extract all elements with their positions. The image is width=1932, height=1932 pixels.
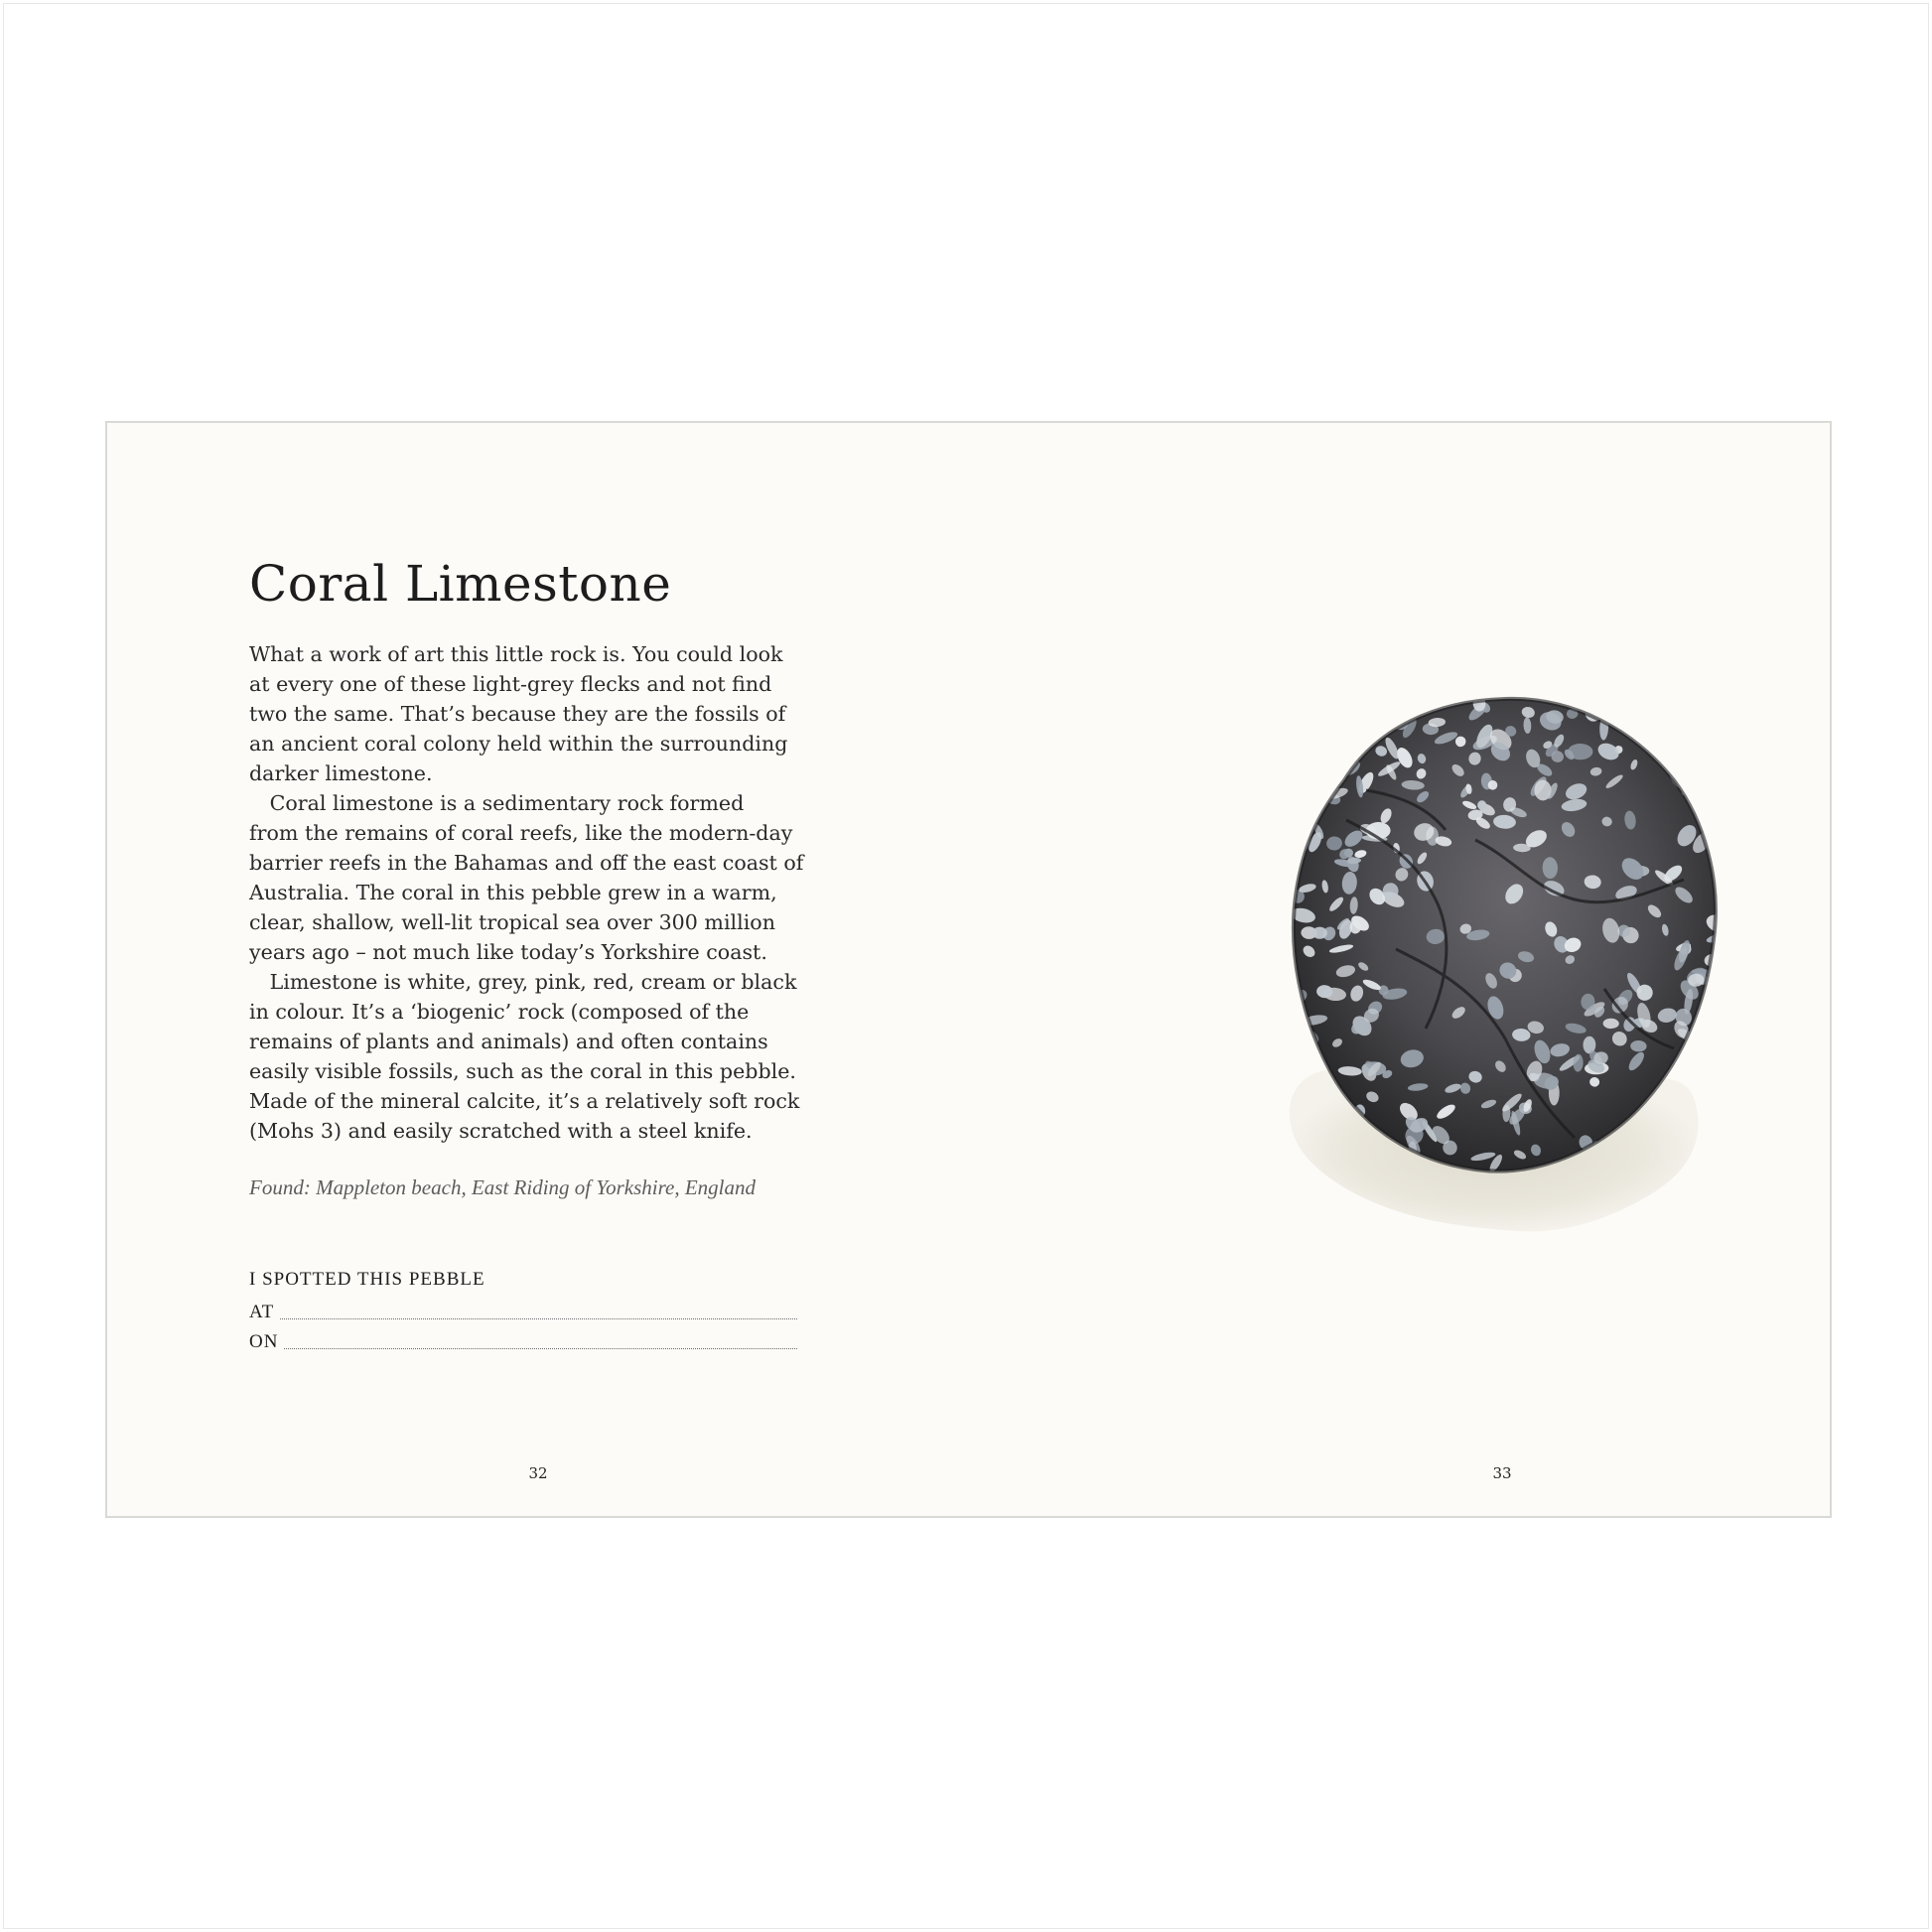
coral-fleck: [1701, 1090, 1712, 1102]
image-frame: [3, 3, 1929, 1929]
coral-fleck: [1643, 713, 1660, 729]
coral-fleck: [1327, 770, 1341, 784]
coral-fleck: [1399, 691, 1422, 717]
body-line: at every one of these light-grey flecks and not find: [249, 672, 772, 696]
coral-fleck: [1311, 712, 1331, 734]
body-line: years ago – not much like today’s Yorkshire coast.: [249, 940, 767, 964]
coral-fleck: [1320, 700, 1343, 722]
coral-fleck: [1680, 703, 1709, 730]
body-line: What a work of art this little rock is. You could look: [249, 642, 783, 666]
spotted-form: [249, 1265, 797, 1354]
body-line: two the same. That’s because they are the fossils of: [249, 702, 786, 726]
coral-fleck: [1686, 1071, 1710, 1086]
coral-fleck: [1315, 719, 1334, 738]
coral-fleck: [1667, 734, 1679, 746]
page-number-left: 32: [528, 1464, 548, 1482]
coral-fleck: [1326, 767, 1340, 786]
coral-fleck: [1697, 764, 1713, 780]
coral-fleck: [1711, 1078, 1729, 1097]
coral-fleck: [1700, 1075, 1714, 1089]
coral-fleck: [1693, 731, 1719, 756]
coral-fleck: [1312, 927, 1327, 939]
coral-fleck: [1290, 753, 1306, 770]
coral-fleck: [1626, 706, 1644, 718]
coral-fleck: [1695, 1072, 1709, 1085]
page-title: Coral Limestone: [249, 555, 672, 613]
coral-fleck: [1665, 735, 1677, 749]
coral-fleck: [1341, 694, 1366, 721]
body-line: clear, shallow, well-lit tropical sea over 300 million: [249, 910, 775, 934]
coral-fleck: [1696, 1099, 1717, 1117]
body-line: darker limestone.: [249, 761, 433, 785]
spotted-heading: I SPOTTED THIS PEBBLE: [249, 1269, 485, 1290]
coral-fleck: [1710, 1048, 1725, 1064]
coral-fleck: [1334, 702, 1352, 727]
body-line: an ancient coral colony held within the surrounding: [249, 732, 788, 756]
coral-fleck: [1713, 1021, 1725, 1041]
body-line: Australia. The coral in this pebble grew in a warm,: [249, 881, 777, 904]
body-line: (Mohs 3) and easily scratched with a steel knife.: [249, 1119, 753, 1143]
coral-fleck: [1609, 703, 1627, 722]
coral-fleck: [1673, 759, 1692, 779]
pebble-svg: [1277, 691, 1743, 1247]
spotted-on-row: [249, 1324, 797, 1354]
coral-fleck: [1301, 718, 1315, 741]
spotted-at-label: AT: [249, 1302, 275, 1322]
body-line: in colour. It’s a ‘biogenic’ rock (composed of the: [249, 1000, 750, 1024]
body-line: easily visible fossils, such as the coral in this pebble.: [249, 1059, 796, 1083]
body-line: Coral limestone is a sedimentary rock formed: [249, 791, 745, 815]
coral-fleck: [1328, 695, 1345, 707]
coral-fleck: [1355, 701, 1382, 729]
body-line: Made of the mineral calcite, it’s a relatively soft rock: [249, 1089, 800, 1113]
coral-fleck: [1635, 717, 1650, 739]
body-line: from the remains of coral reefs, like the modern-day: [249, 821, 793, 845]
body-line: barrier reefs in the Bahamas and off the east coast of: [249, 851, 804, 875]
spotted-at-row: [249, 1295, 797, 1324]
coral-fleck: [1662, 746, 1687, 763]
body-line: remains of plants and animals) and often contains: [249, 1030, 768, 1053]
coral-fleck: [1627, 720, 1641, 730]
found-location: Found: Mappleton beach, East Riding of Yorkshire, England: [249, 1175, 756, 1199]
spotted-at-line: [280, 1318, 797, 1319]
body-line: Limestone is white, grey, pink, red, cream or black: [249, 970, 797, 994]
coral-fleck: [1697, 800, 1708, 816]
coral-fleck: [1290, 793, 1307, 820]
coral-fleck: [1691, 737, 1707, 750]
body-text: [249, 639, 805, 1146]
coral-fleck: [1296, 788, 1305, 795]
coral-fleck: [1295, 769, 1315, 789]
pebble-illustration: [1277, 691, 1743, 1247]
right-page: [969, 423, 1832, 1516]
coral-fleck: [1318, 768, 1334, 783]
page-number-right: 33: [1492, 1464, 1512, 1482]
coral-fleck: [1321, 703, 1348, 719]
spotted-on-label: ON: [249, 1331, 279, 1352]
coral-fleck: [1568, 744, 1592, 759]
coral-fleck: [1665, 718, 1686, 728]
coral-fleck: [1357, 712, 1387, 738]
coral-fleck: [1325, 713, 1345, 733]
spotted-on-line: [284, 1348, 797, 1349]
book-spread: [105, 421, 1832, 1518]
left-page: [107, 423, 969, 1516]
coral-fleck: [1289, 766, 1312, 792]
coral-fleck: [1707, 704, 1728, 732]
